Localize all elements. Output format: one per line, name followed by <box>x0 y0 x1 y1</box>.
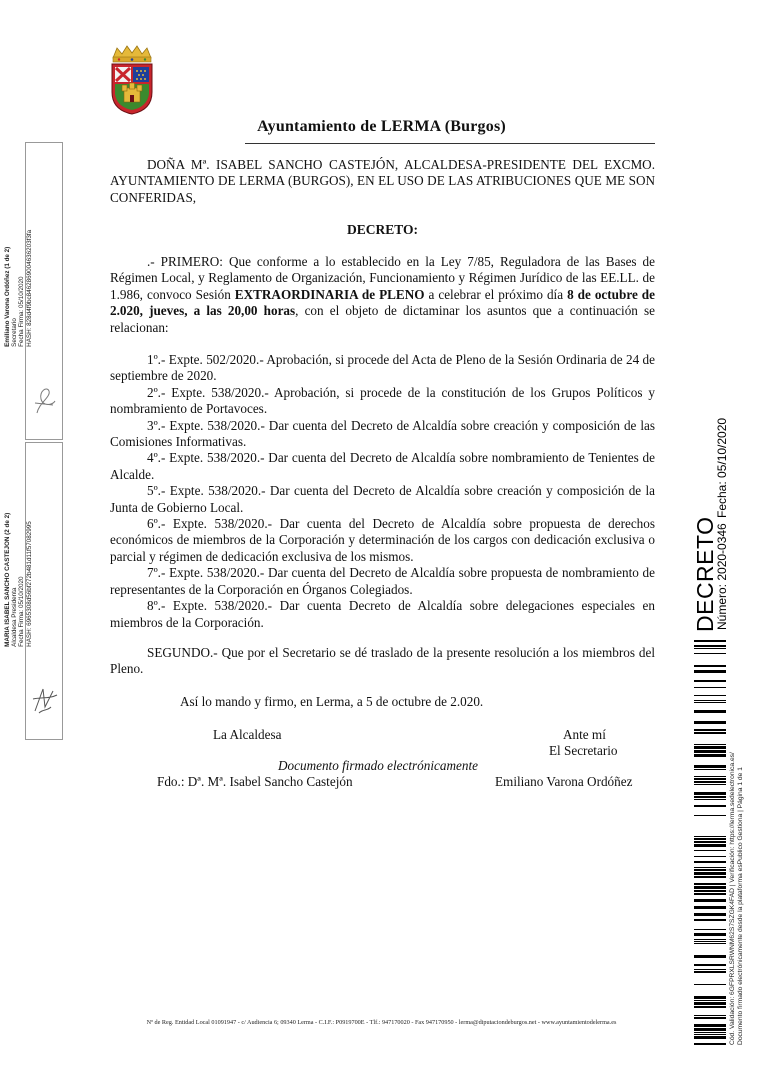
barcode-icon <box>694 640 726 1045</box>
segundo-body: Que por el Secretario se dé traslado de la presente resolución a los miembros del Pleno. <box>110 645 655 677</box>
agenda-item <box>110 385 655 418</box>
agenda-item-text: Dar cuenta del Decreto de Alcaldía sobre propuesta de nombramiento de representantes de la Corporación en Órganos Colegiados. <box>110 565 655 597</box>
intro-text: DOÑA Mª. ISABEL SANCHO CASTEJÓN, ALCALDESA-PRESIDENTE DEL EXCMO. AYUNTAMIENTO DE LERMA (BURGOS), EN EL USO DE LAS ATRIBUCIONES QUE ME SON CONFERIDAS, <box>110 157 655 205</box>
agenda-item-head: 4º.- Expte. 538/2020.- <box>147 450 265 466</box>
signature-box-secretary: Emiliano Varona Ordóñez (1 de 2) Secretario Fecha Firma: 05/10/2020 HASH: 828d4f9bc8462869004636203f3fa <box>25 142 63 440</box>
segundo-paragraph <box>110 645 655 678</box>
header-divider <box>245 143 655 144</box>
secretary-role: El Secretario <box>549 743 618 758</box>
agenda-item-head: 8º.- Expte. 538/2020.- <box>147 598 273 614</box>
agenda-item-head: 1º.- Expte. 502/2020.- <box>147 352 264 367</box>
primero-part-2: a celebrar el próximo día <box>424 286 568 302</box>
agenda-item <box>110 598 655 631</box>
primero-part-3: , con el objeto de dictaminar los asuntos que a continuación se relacionan: <box>110 303 655 335</box>
primero-paragraph <box>110 254 655 336</box>
agenda-item-head: 7º.- Expte. 538/2020.- <box>147 565 265 581</box>
footer-contact: Nº de Reg. Entidad Local 01091947 - c/ Audiencia 6; 09340 Lerma - C.I.F.: P0919700E - Tlf.: 947170020 - Fax 947170950 - lerma@diputaciondeburgos.net - www.ayuntamientodelerma.es <box>146 1019 617 1026</box>
page-title: Ayuntamiento de LERMA (Burgos) <box>257 118 506 135</box>
agenda-item <box>110 483 655 516</box>
intro-paragraph <box>110 157 655 206</box>
document-date: Fecha: 05/10/2020 <box>715 417 729 518</box>
agenda-item-head: 3º.- Expte. 538/2020.- <box>147 417 265 433</box>
agenda-item-head: 6º.- Expte. 538/2020.- <box>147 516 273 532</box>
agenda-item-text: Dar cuenta del Decreto de Alcaldía sobre creación y composición de las Comisiones Informativas. <box>110 417 655 450</box>
agenda-item-head: 5º.- Expte. 538/2020.- <box>147 483 266 499</box>
session-type: EXTRAORDINARIA de PLENO <box>234 286 425 302</box>
agenda-item <box>110 516 655 565</box>
document-number: Número: 2020-0346 <box>715 523 729 630</box>
mayor-role: La Alcaldesa <box>213 727 282 742</box>
decree-heading: DECRETO: <box>346 222 418 237</box>
agenda-item <box>110 418 655 451</box>
platform-note: Documento firmado electrónicamente desde la plataforma esPublico Gestiona | Página 1 de 1 <box>737 767 744 1045</box>
agenda-item <box>110 352 655 385</box>
document-type: DECRETO <box>692 516 718 632</box>
agenda-item <box>110 565 655 598</box>
primero-text <box>110 254 655 336</box>
segundo-head: SEGUNDO.- <box>147 645 218 660</box>
agenda-item-text: Dar cuenta del Decreto de Alcaldía sobre propuesta de derechos económicos de miembros de la Corporación y determinación de los cargos con dedicación exclusiva o parcial y régimen de dedicación exclusiva de los mismos. <box>110 516 656 564</box>
electronic-signature-note: Documento firmado electrónicamente <box>278 758 478 773</box>
handwritten-signature-icon <box>29 681 59 717</box>
validation-code: Cód. Validación: 6GFPRXLSRWNM62S7SZGK4FAD | Verificación: https://lerma.sedelectronica.es/ <box>729 752 736 1045</box>
agenda-item-text: Aprobación, si procede de la constitución de los Grupos Políticos y nombramiento de Portavoces. <box>110 384 656 417</box>
agenda-item <box>110 450 655 483</box>
signature-box-mayor: MARIA ISABEL SANCHO CASTEJON (2 de 2) Alcaldesa Presidenta Fecha Firma: 05/10/2020 HASH: 6965308d56bf272b481d11f57082995 <box>25 442 63 740</box>
segundo-text <box>110 645 655 678</box>
secretary-prefix: Ante mí <box>563 727 606 742</box>
agenda-item-text: Dar cuenta del Decreto de Alcaldía sobre creación y composición de la Junta de Gobierno Local. <box>110 483 655 515</box>
agenda-list <box>110 352 655 631</box>
secretary-name: Emiliano Varona Ordóñez <box>495 774 633 789</box>
primero-part-1: .- PRIMERO: Que conforme a lo establecido en la Ley 7/85, Reguladora de las Bases de Régimen Local, y Reglamento de Organización, Funcionamiento y Régimen Jurídico de las EE.LL. de 1.986, convoco Sesión <box>110 254 655 302</box>
coat-of-arms-icon <box>107 44 157 116</box>
handwritten-signature-icon <box>29 383 59 419</box>
agenda-item-text: Aprobación, si procede del Acta de Pleno de la Sesión Ordinaria de 24 de septiembre de 2020. <box>110 352 656 384</box>
agenda-item-text: Dar cuenta Decreto de Alcaldía sobre delegaciones especiales en miembros de la Corporación. <box>110 598 655 630</box>
closing-statement: Así lo mando y firmo, en Lerma, a 5 de octubre de 2.020. <box>180 694 484 709</box>
mayor-name: Fdo.: Dª. Mª. Isabel Sancho Castejón <box>157 774 353 789</box>
agenda-item-text: Dar cuenta del Decreto de Alcaldía sobre nombramiento de Tenientes de Alcalde. <box>110 450 656 482</box>
agenda-item-head: 2º.- Expte. 538/2020.- <box>147 384 269 400</box>
session-date: 8 de octubre de 2.020, jueves, a las 20,00 horas <box>110 286 655 319</box>
